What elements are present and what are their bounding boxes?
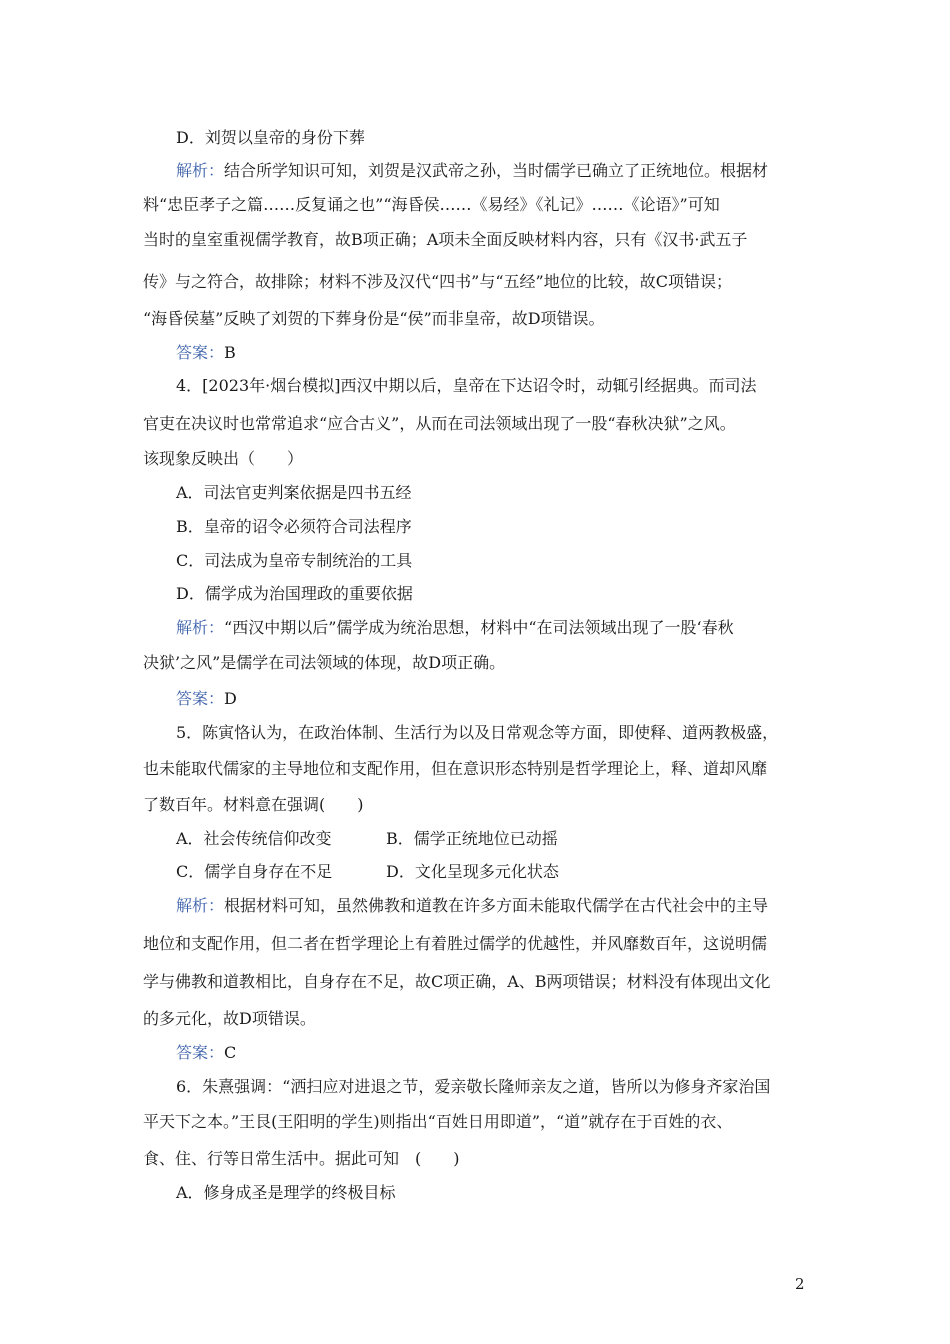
q5-option-b: B．儒学正统地位已动摇	[386, 829, 558, 848]
q4-answer-label: 答案：	[176, 689, 225, 708]
q4-stem-line: 该现象反映出（ ）	[143, 449, 304, 468]
q5-explanation-line: 学与佛教和道教相比，自身存在不足，故C项正确，A、B两项错误；材料没有体现出文化	[143, 972, 771, 991]
q5-option-a: A．社会传统信仰改变	[176, 829, 332, 848]
q4-answer	[176, 688, 237, 710]
q3-explanation-label: 解析：	[176, 161, 225, 180]
q4-explanation-line: 决狱’之风”是儒学在司法领域的体现，故D项正确。	[143, 653, 506, 672]
q5-stem-line: 了数百年。材料意在强调( )	[143, 795, 364, 814]
q4-stem-line: 官吏在决议时也常常追求“应合古义”，从而在司法领域出现了一股“春秋决狱”之风。	[143, 414, 736, 433]
q5-option-d: D．文化呈现多元化状态	[386, 862, 559, 881]
q3-explanation-line: “海昏侯墓”反映了刘贺的下葬身份是“侯”而非皇帝，故D项错误。	[143, 309, 605, 328]
q5-explanation-label: 解析：	[176, 896, 225, 915]
q4-option-c: C．司法成为皇帝专制统治的工具	[176, 551, 413, 570]
q5-explanation-line: 的多元化，故D项错误。	[143, 1009, 316, 1028]
q6-stem-line: 6．朱熹强调：“洒扫应对进退之节，爱亲敬长隆师亲友之道，皆所以为修身齐家治国	[176, 1077, 771, 1096]
q4-explanation-line: 解析：“西汉中期以后”儒学成为统治思想，材料中“在司法领域出现了一股‘春秋	[176, 618, 734, 637]
q6-stem-line: 平天下之本。”王艮(王阳明的学生)则指出“百姓日用即道”，“道”就存在于百姓的衣、	[143, 1112, 733, 1131]
q4-explanation-label: 解析：	[176, 618, 225, 637]
q5-explanation-line: 地位和支配作用，但二者在哲学理论上有着胜过儒学的优越性，并风靡数百年，这说明儒	[143, 934, 768, 953]
q3-answer-value: B	[224, 343, 236, 362]
q5-stem-line: 5．陈寅恪认为，在政治体制、生活行为以及日常观念等方面，即使释、道两教极盛，	[176, 723, 779, 742]
q3-answer-label: 答案：	[176, 343, 225, 362]
q3-explanation-line: 传》与之符合，故排除；材料不涉及汉代“四书”与“五经”地位的比较，故C项错误；	[143, 272, 732, 291]
q4-option-d: D．儒学成为治国理政的重要依据	[176, 584, 413, 603]
q5-options-row	[176, 828, 558, 850]
q3-answer	[176, 342, 236, 364]
q4-answer-value: D	[224, 689, 237, 708]
q5-answer	[176, 1042, 236, 1064]
q5-explanation-line: 解析：根据材料可知，虽然佛教和道教在许多方面未能取代儒学在古代社会中的主导	[176, 896, 769, 915]
q5-stem-line: 也未能取代儒家的主导地位和支配作用，但在意识形态特别是哲学理论上，释、道却风靡	[143, 759, 768, 778]
q5-answer-value: C	[224, 1043, 237, 1062]
q3-explanation-line: 料“忠臣孝子之篇……反复诵之也”“海昏侯……《易经》《礼记》……《论语》”可知	[143, 195, 720, 214]
page-number: 2	[795, 1275, 805, 1293]
q4-option-a: A．司法官吏判案依据是四书五经	[176, 483, 412, 502]
q5-options-row	[176, 861, 559, 883]
q6-stem-line: 食、住、行等日常生活中。据此可知 ( )	[143, 1149, 460, 1168]
q3-explanation-line: 解析：结合所学知识可知，刘贺是汉武帝之孙，当时儒学已确立了正统地位。根据材	[176, 161, 769, 180]
q6-option-a: A．修身成圣是理学的终极目标	[176, 1183, 396, 1202]
q3-explanation-line: 当时的皇室重视儒学教育，故B项正确；A项未全面反映材料内容，只有《汉书·武五子	[143, 230, 748, 249]
q5-option-c: C．儒学自身存在不足	[176, 862, 333, 881]
q5-answer-label: 答案：	[176, 1043, 225, 1062]
q3-option-d: D．刘贺以皇帝的身份下葬	[176, 128, 365, 147]
q4-option-b: B．皇帝的诏令必须符合司法程序	[176, 517, 412, 536]
q4-stem-line: 4．[2023年·烟台模拟]西汉中期以后，皇帝在下达诏令时，动辄引经据典。而司法	[176, 376, 757, 395]
